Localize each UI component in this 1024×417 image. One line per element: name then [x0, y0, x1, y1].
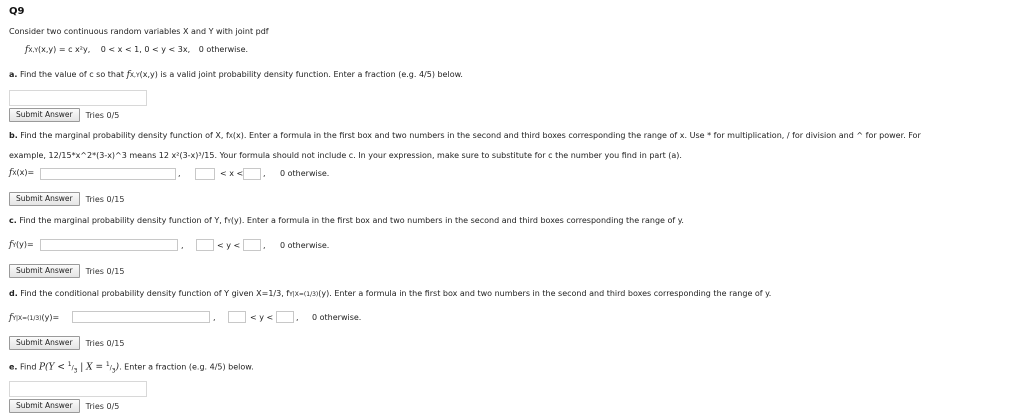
part-d-text: Find the conditional probability density function of Y given X=1/3, f [17, 289, 290, 298]
part-a-text-after: is a valid joint probability density function. Enter a fraction (e.g. 4/5) below. [157, 70, 463, 79]
part-b-upper-input[interactable] [243, 168, 261, 180]
part-d-label: d. [9, 289, 18, 298]
part-e-frac2-num: 1 [105, 361, 110, 368]
part-a-answer-input[interactable] [9, 90, 147, 106]
part-e-text-before: Find [17, 362, 39, 372]
part-e-frac1-den: 3 [73, 367, 78, 375]
part-a-f-args: (x,y) [139, 70, 158, 79]
part-d-comma-2: , [296, 313, 299, 322]
part-c-range-text: < y < [217, 241, 241, 250]
part-a-submit-row [9, 108, 119, 122]
part-c-row-f: f [9, 240, 13, 250]
part-c-row-sub: Y [12, 242, 17, 249]
part-c-label: c. [9, 216, 17, 225]
part-b-text-1: Find the marginal probability density function of X, f [17, 131, 229, 140]
pdf-args: (x,y) = c x²y, [38, 45, 91, 54]
part-b-submit-button[interactable]: Submit Answer [9, 192, 80, 206]
part-c-formula-label [9, 240, 34, 250]
part-b-text-2: example, 12/15*x^2*(3-x)^3 means 12 x²(3-x)³/15. Your formula should not include c. In your expression, make sure to substitute for c the number you find in part (a). [9, 151, 682, 160]
part-c-lower-input[interactable] [196, 239, 214, 251]
part-e-tries: Tries 0/5 [85, 401, 120, 411]
part-d-text-after: (y). Enter a formula in the first box and two numbers in the second and third boxes corresponding the range of y. [318, 289, 772, 298]
part-b-prompt [9, 126, 1019, 165]
pdf-f: f [25, 45, 29, 55]
part-a-text-before: Find the value of c so that [17, 70, 127, 79]
part-b-otherwise: 0 otherwise. [280, 169, 330, 178]
part-c-upper-input[interactable] [243, 239, 261, 251]
part-b-formula-input[interactable] [40, 168, 176, 180]
question-title: Q9 [9, 6, 25, 17]
part-c-submit-button[interactable]: Submit Answer [9, 264, 80, 278]
part-e-text-after: . Enter a fraction (e.g. 4/5) below. [119, 362, 254, 372]
part-d-formula-input[interactable] [72, 311, 210, 323]
part-c-f-sub: Y [227, 218, 231, 225]
part-e-submit-button[interactable]: Submit Answer [9, 399, 80, 413]
part-d-f-sub: Y|X=(1/3) [289, 291, 319, 298]
intro-text: Consider two continuous random variables X and Y with joint pdf [9, 27, 269, 36]
part-b-row-sub: X [12, 170, 17, 177]
part-e-frac1-num: 1 [67, 361, 72, 368]
part-d-upper-input[interactable] [276, 311, 294, 323]
part-e-prob-end: ) [115, 362, 120, 373]
part-b-tries: Tries 0/15 [85, 194, 125, 204]
part-b-formula-label [9, 168, 34, 178]
part-b-row-args: (x)= [16, 168, 35, 177]
part-e-prompt: e. Find $P(Y < ^1/_3$ | $X = ^1/_3$). Enter a fraction (e.g. 4/5) below. [9, 361, 254, 375]
part-d-row-f: f [9, 313, 13, 323]
part-d-formula-label [9, 313, 59, 323]
part-d-range-text: < y < [250, 313, 274, 322]
part-a-submit-button[interactable]: Submit Answer [9, 108, 80, 122]
part-b-comma-1: , [178, 169, 181, 178]
part-d-lower-input[interactable] [228, 311, 246, 323]
part-b-submit-row [9, 192, 124, 206]
part-d-comma-1: , [213, 313, 216, 322]
part-b-text-1-after: (x). Enter a formula in the first box and two numbers in the second and third boxes corresponding the range of x. Use * for multiplication, / for division and ^ for power. For [232, 131, 921, 140]
part-d-submit-row [9, 336, 124, 350]
pdf-definition [25, 45, 248, 55]
pdf-subscript: X,Y [28, 47, 39, 54]
part-c-comma-1: , [181, 241, 184, 250]
part-e-frac2-den: 3 [111, 367, 116, 375]
part-c-row-args: (y)= [16, 240, 34, 249]
part-d-tries: Tries 0/15 [85, 338, 125, 348]
part-c-submit-row [9, 264, 124, 278]
part-c-text: Find the marginal probability density function of Y, f [16, 216, 228, 225]
part-d-otherwise: 0 otherwise. [312, 313, 362, 322]
part-b-lower-input[interactable] [195, 168, 215, 180]
part-e-prob-expr: P(Y < [38, 362, 68, 373]
part-b-f-sub: X [228, 133, 233, 140]
part-a-f: f [126, 70, 130, 80]
part-b-row-f: f [9, 168, 13, 178]
part-d-row-sub: Y|X=(1/3) [12, 315, 42, 322]
part-e-answer-input[interactable] [9, 381, 147, 397]
part-c-tries: Tries 0/15 [85, 266, 125, 276]
part-a-prompt [9, 70, 463, 80]
part-d-prompt [9, 289, 771, 298]
part-c-otherwise: 0 otherwise. [280, 241, 330, 250]
part-a-tries: Tries 0/5 [85, 110, 120, 120]
part-b-comma-2: , [263, 169, 266, 178]
part-c-prompt [9, 216, 684, 225]
part-a-label: a. [9, 70, 18, 79]
part-e-submit-row [9, 399, 119, 413]
part-a-f-sub: X,Y [129, 72, 140, 79]
part-c-comma-2: , [263, 241, 266, 250]
part-c-formula-input[interactable] [40, 239, 178, 251]
part-d-row-args: (y)= [41, 313, 60, 322]
part-b-label: b. [9, 131, 18, 140]
part-b-range-text: < x < [220, 169, 244, 178]
part-e-prob-mid: | X = [77, 362, 106, 373]
part-c-text-after: (y). Enter a formula in the first box and two numbers in the second and third boxes corresponding the range of y. [230, 216, 684, 225]
part-e-label: e. [9, 362, 18, 372]
part-d-submit-button[interactable]: Submit Answer [9, 336, 80, 350]
pdf-otherwise: 0 otherwise. [198, 45, 249, 54]
pdf-support: 0 < x < 1, 0 < y < 3x, [100, 45, 191, 54]
